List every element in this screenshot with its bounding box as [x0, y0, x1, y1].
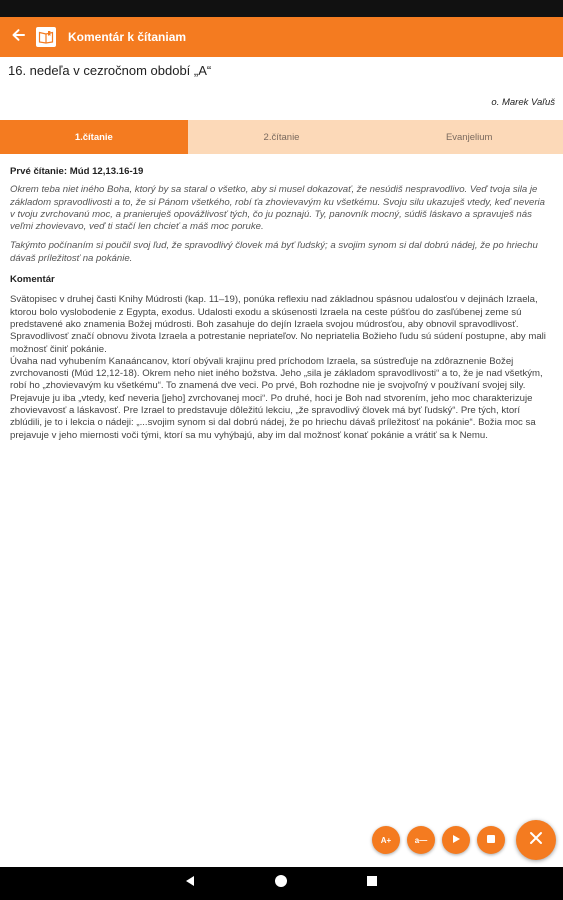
- tab-first-reading[interactable]: 1.čítanie: [0, 120, 188, 154]
- commentary-paragraph-2: Úvaha nad vyhubením Kanaáncanov, ktorí obývali krajinu pred príchodom Izraela, sa sústreďuje na zdôraznenie Božej zvrchovanosti (Múd 12,12-18). Okrem neho niet iného božstva. Jeho „sila je základom spravodlivosti“ a to, že je nad všetkým, robí ho „zhovievavým ku všetkému“. To znamená dve veci. Po prvé, Boh rozhodne nie je svojvoľný v používaní svojej sily. Prejavuje ju iba „vtedy, keď neveria [jeho] zvrchovanej moci“. Po druhé, hoci je Boh nad stvorením, jeho moc charakterizuje zhovievavosť a láskavosť. Pre Izrael to predstavuje dôležitú lekciu, „že spravodlivý človek má byť ľudský“. Pre tých, ktorí zblúdili, je to i lekcia o nádeji: „...svojim synom si dal dobrú nádej, že po hriechu dávaš príležitosť na pokánie“. Božia moc sa prejavuje v jeho miernosti voči tými, ktorí sa mu vyhýbajú, aby im dal možnosť konať pokánie a vrátiť sa k Nemu.: [10, 355, 543, 441]
- reading-text: Okrem teba niet iného Boha, ktorý by sa staral o všetko, aby si musel dokazovať, že nesúdiš nespravodlivo. Veď tvoja sila je základom spravodlivosti a to, že si Pánom všetkého, robí ťa zhovievavým ku všetkému. Svoju silu ukazuješ vtedy, keď neveria v tvoju zvrchovanú moc, a pranieruješ opovážlivosť tých, čo ju poznajú. Ty, panovník mocný, súdiš láskavo a spravuješ nás veľmi zhovievavo, veď ti stačí len chcieť a máš moc poruke.: [10, 184, 545, 233]
- font-increase-label: A+: [380, 835, 392, 845]
- commentary-paragraph-1: Svätopisec v druhej časti Knihy Múdrosti (kap. 11–19), ponúka reflexiu nad základnou spásnou udalosťou v dejinách Izraela, ktorou bolo vyslobodenie z Egypta, exodus. Udalosti exodu a skúsenosti Izraela na ceste púšťou do zasľúbenej zeme sú predstavené ako znamenia Božej múdrosti. Boh zasahuje do dejín Izraela svojou múdrosťou, aby obnovil spravodlivosť. Spravodlivosť značí obnovu života Izraela a potrestanie nepriateľov. No nepriatelia Božieho ľudu sú súdení postupne, aby mali možnosť činiť pokánie.: [10, 294, 546, 355]
- system-nav-bar: [0, 867, 563, 900]
- reading-text-continued: Takýmto počínaním si poučil svoj ľud, že spravodlivý človek má byť ľudský; a svojim synom si dal dobrú nádej, že po hriechu dávaš príležitosť na pokánie.: [10, 240, 538, 264]
- font-decrease-button[interactable]: [407, 826, 435, 854]
- open-book-icon: [36, 27, 56, 47]
- commentary-heading: Komentár: [10, 274, 55, 286]
- font-increase-button[interactable]: [372, 826, 400, 854]
- arrow-left-icon: [11, 28, 25, 47]
- nav-home-circle-icon: [274, 874, 288, 893]
- tab-gospel[interactable]: Evanjelium: [375, 120, 563, 154]
- nav-home-button[interactable]: [273, 875, 289, 891]
- back-button[interactable]: [2, 17, 34, 57]
- reading-content: [10, 166, 550, 442]
- author: o. Marek Vaľuš: [491, 97, 555, 108]
- close-fab-button[interactable]: [516, 820, 556, 860]
- nav-back-triangle-icon: [184, 874, 196, 892]
- nav-back-button[interactable]: [182, 875, 198, 891]
- app-title: Komentár k čítaniam: [68, 30, 187, 44]
- reading-reference: Prvé čítanie: Múd 12,13.16-19: [10, 166, 144, 177]
- page-title: 16. nedeľa v cezročnom období „A“: [8, 63, 212, 78]
- stop-button[interactable]: [477, 826, 505, 854]
- close-icon: [529, 831, 543, 850]
- nav-recents-square-icon: [366, 874, 378, 892]
- stop-icon: [486, 834, 496, 846]
- app-bar: [0, 17, 563, 57]
- tab-bar: [0, 120, 563, 154]
- play-button[interactable]: [442, 826, 470, 854]
- font-decrease-label: a—: [414, 835, 428, 845]
- play-icon: [451, 834, 461, 846]
- nav-recents-button[interactable]: [364, 875, 380, 891]
- status-bar: [0, 0, 563, 17]
- tab-second-reading[interactable]: 2.čítanie: [188, 120, 376, 154]
